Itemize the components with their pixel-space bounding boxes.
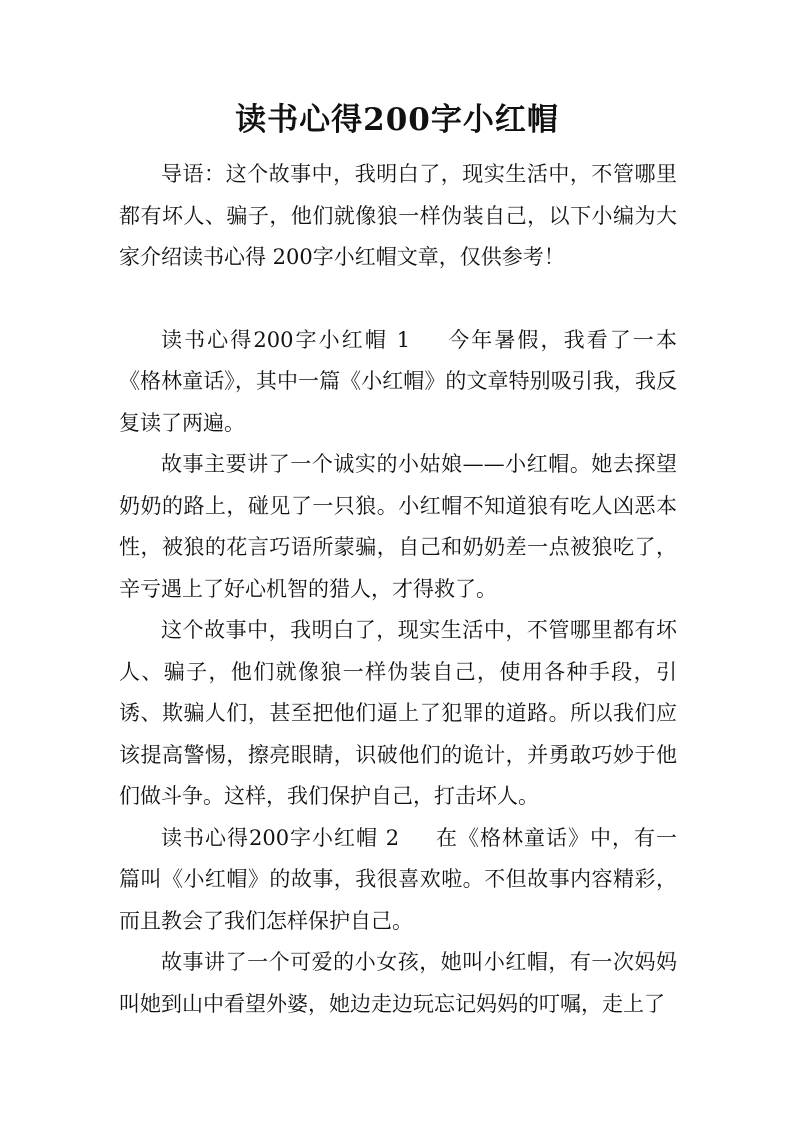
section-1-paragraph-3: 这个故事中，我明白了，现实生活中，不管哪里都有坏人、骗子，他们就像狼一样伪装自己，使用各种手段，引诱、欺骗人们，甚至把他们逼上了犯罪的道路。所以我们应该提高警惕，擦亮眼睛，识破他们的诡计，并勇敢巧妙于他们做斗争。这样，我们保护自己，打击坏人。: [119, 618, 677, 808]
section-heading-1: 读书心得200字小红帽 1: [161, 327, 411, 352]
section-2-first-paragraph: [119, 818, 677, 943]
section-1-paragraph-2: 故事主要讲了一个诚实的小姑娘——小红帽。她去探望奶奶的路上，碰见了一只狼。小红帽不知道狼有吃人凶恶本性，被狼的花言巧语所蒙骗，自己和奶奶差一点被狼吃了，辛亏遇上了好心机智的猎人，才得救了。: [119, 452, 677, 601]
section-2-paragraph-1: 在《格林童话》中，有一篇叫《小红帽》的故事，我很喜欢啦。不但故事内容精彩，而且教会了我们怎样保护自己。: [119, 825, 677, 933]
section-1-first-paragraph: [119, 320, 677, 445]
intro-paragraph: 导语：这个故事中，我明白了，现实生活中，不管哪里都有坏人、骗子，他们就像狼一样伪装自己，以下小编为大家介绍读书心得 200字小红帽文章，仅供参考！: [119, 162, 677, 269]
section-2-paragraph-2: 故事讲了一个可爱的小女孩，她叫小红帽，有一次妈妈叫她到山中看望外婆，她边走边玩忘记妈妈的叮嘱，走上了: [119, 950, 677, 1016]
article-body: [119, 154, 677, 1025]
section-heading-2: 读书心得200字小红帽 2: [161, 825, 400, 850]
page-title: 读书心得200字小红帽: [235, 102, 559, 138]
section-1-paragraph-1: 今年暑假，我看了一本《格林童话》，其中一篇《小红帽》的文章特别吸引我，我反复读了两遍。: [119, 327, 677, 435]
